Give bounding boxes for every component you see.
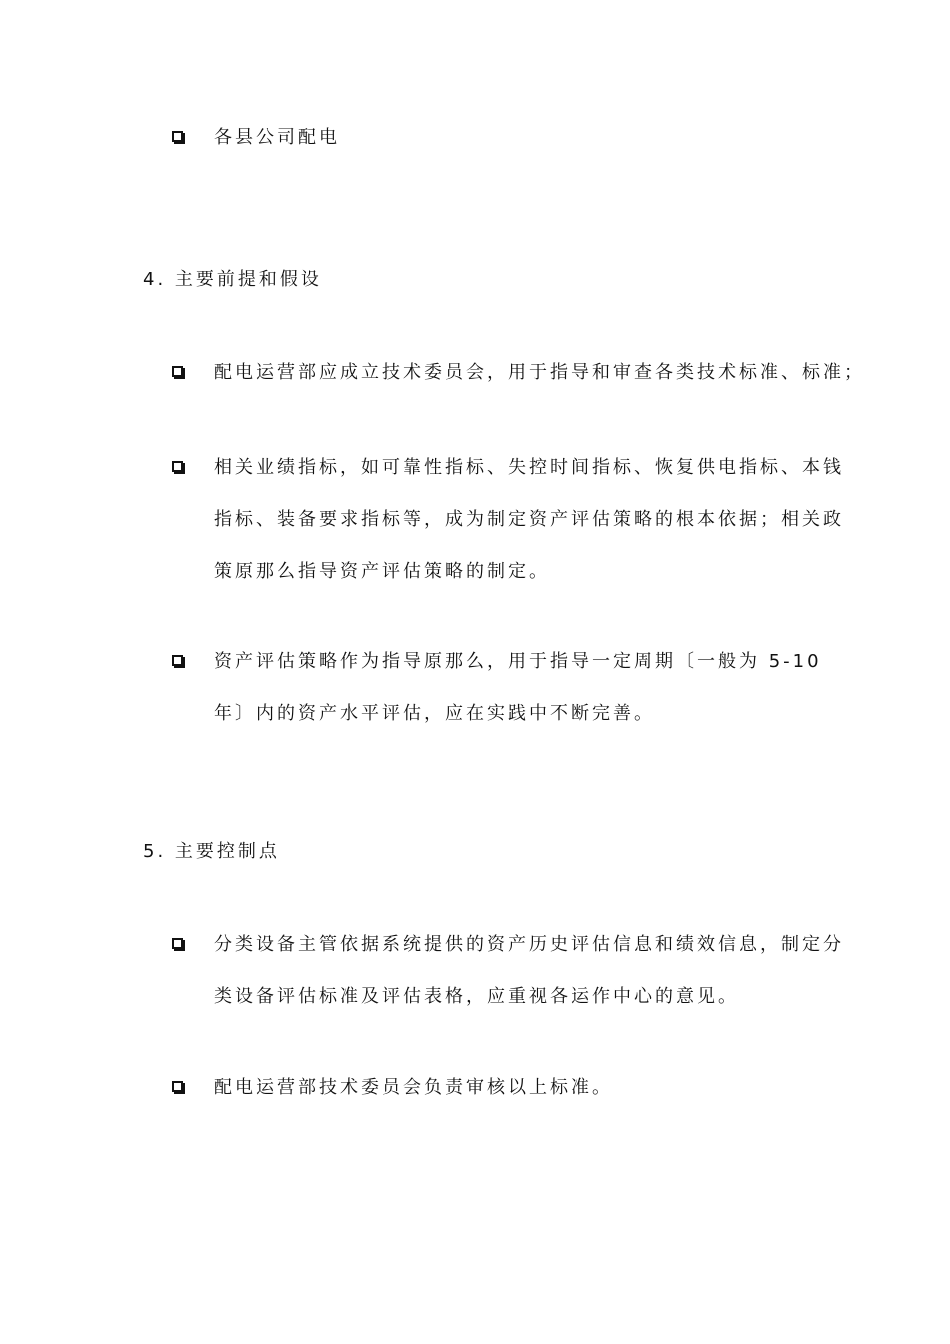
- bullet-text: 年〕内的资产水平评估，应在实践中不断完善。: [214, 703, 655, 724]
- bullet-text: 配电运营部应成立技术委员会，用于指导和审查各类技术标准、标准；: [214, 362, 865, 383]
- bullet-text: 类设备评估标准及评估表格，应重视各运作中心的意见。: [214, 986, 739, 1007]
- bullet-text: 配电运营部技术委员会负责审核以上标准。: [214, 1077, 613, 1098]
- bullet-text: 相关业绩指标，如可靠性指标、失控时间指标、恢复供电指标、本钱: [214, 457, 844, 478]
- bullet-text: 策原那么指导资产评估策略的制定。: [214, 561, 550, 582]
- section-heading: 4. 主要前提和假设: [143, 269, 322, 290]
- checkbox-icon: [172, 938, 183, 949]
- checkbox-icon: [172, 655, 183, 666]
- section-heading: 5. 主要控制点: [143, 841, 280, 862]
- checkbox-icon: [172, 1081, 183, 1092]
- checkbox-icon: [172, 461, 183, 472]
- bullet-text: 资产评估策略作为指导原那么，用于指导一定周期〔一般为 5-10: [214, 651, 822, 672]
- checkbox-icon: [172, 131, 183, 142]
- bullet-text: 分类设备主管依据系统提供的资产历史评估信息和绩效信息，制定分: [214, 934, 844, 955]
- bullet-text: 各县公司配电: [214, 127, 340, 148]
- checkbox-icon: [172, 366, 183, 377]
- bullet-text: 指标、装备要求指标等，成为制定资产评估策略的根本依据；相关政: [214, 509, 844, 530]
